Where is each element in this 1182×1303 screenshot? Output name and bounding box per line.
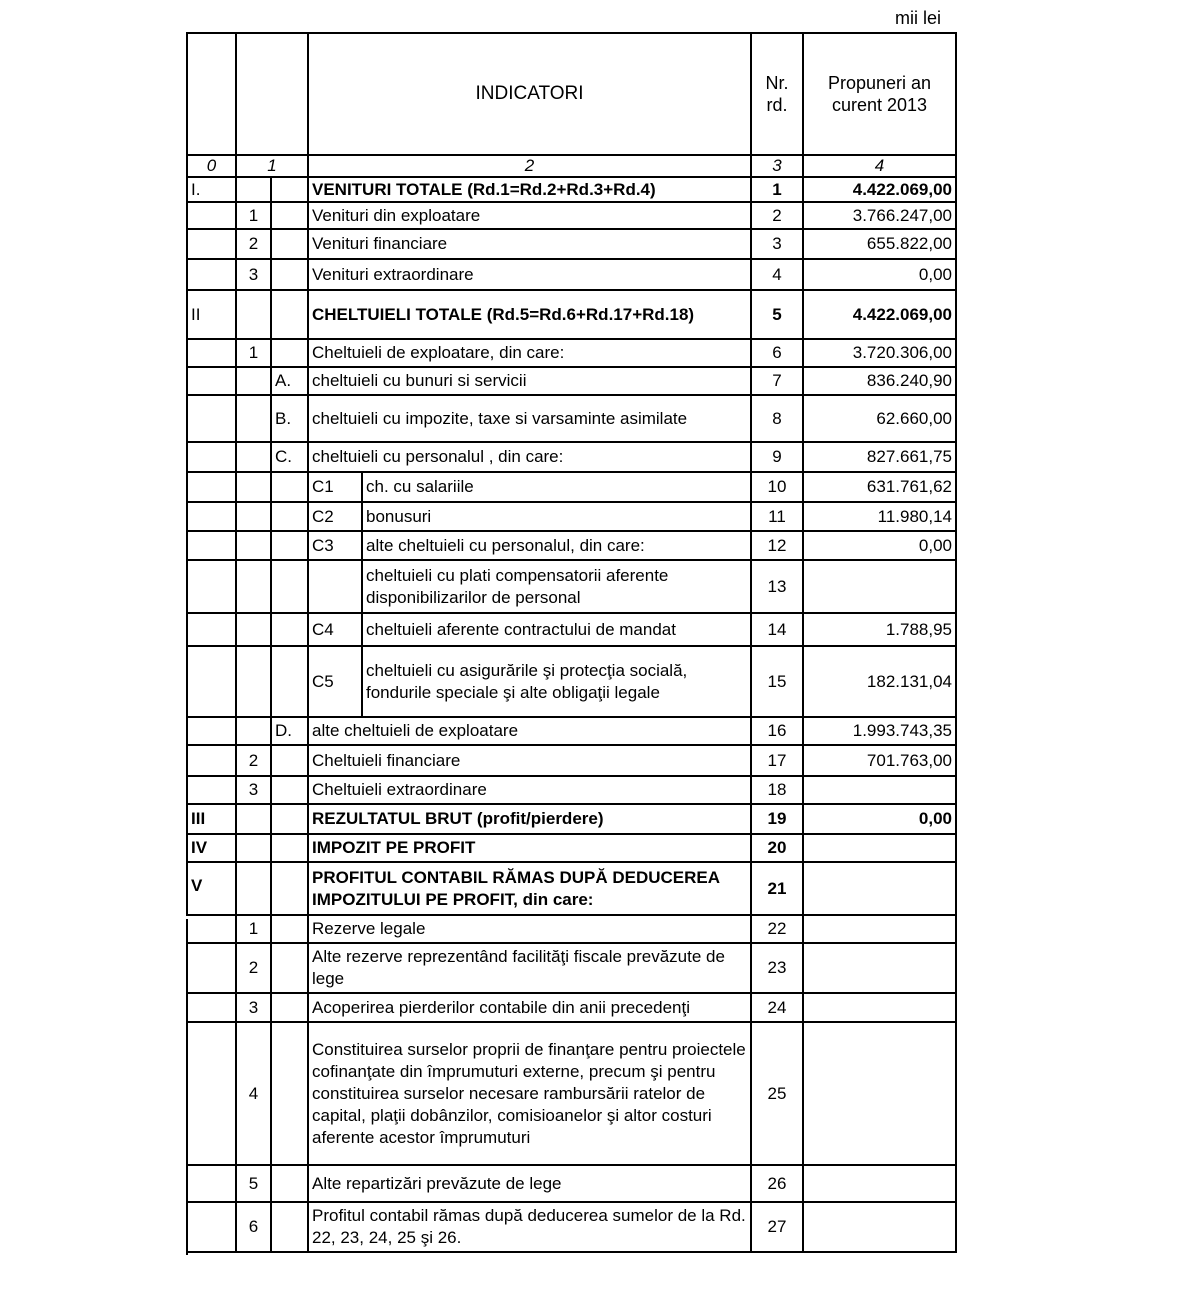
unit-label: mii lei: [895, 8, 942, 28]
budget-table: [186, 32, 957, 1253]
table-row: B. cheltuieli cu impozite, taxe si varsaminte asimilate 8 62.660,00: [187, 395, 956, 442]
table-row: 1 Venituri din exploatare 2 3.766.247,00: [187, 202, 956, 229]
table-row: I. VENITURI TOTALE (Rd.1=Rd.2+Rd.3+Rd.4) 1 4.422.069,00: [187, 177, 956, 202]
table-row: C2 bonusuri 11 11.980,14: [187, 502, 956, 531]
table-row: 2 Alte rezerve reprezentând facilităţi fiscale prevăzute de lege 23: [187, 943, 956, 993]
table-row: C. cheltuieli cu personalul , din care: 9 827.661,75: [187, 442, 956, 472]
index-2: 2: [308, 155, 751, 177]
table-row: 1 Rezerve legale 22: [187, 915, 956, 943]
index-3: 3: [751, 155, 803, 177]
table-row: 5 Alte repartizări prevăzute de lege 26: [187, 1165, 956, 1202]
index-0: 0: [187, 155, 236, 177]
table-row: C1 ch. cu salariile 10 631.761,62: [187, 472, 956, 502]
table-row: C3 alte cheltuieli cu personalul, din care: 12 0,00: [187, 531, 956, 560]
table-row: 2 Venituri financiare 3 655.822,00: [187, 229, 956, 259]
table-row: A. cheltuieli cu bunuri si servicii 7 836.240,90: [187, 367, 956, 395]
table-row: C5 cheltuieli cu asigurările şi protecţia socială, fondurile speciale şi alte obligaţii legale 15 182.131,04: [187, 646, 956, 717]
table-row: 3 Acoperirea pierderilor contabile din anii precedenţi 24: [187, 993, 956, 1022]
table-row: 4 Constituirea surselor proprii de finanţare pentru proiectele cofinanţate din împrumuturi externe, precum şi pentru constituirea surselor necesare rambursării ratelor de capital, plaţii dobânzilor, comisioanelor şi altor costuri aferente acestor împrumuturi 25: [187, 1022, 956, 1165]
table-row: 6 Profitul contabil rămas după deducerea sumelor de la Rd. 22, 23, 24, 25 şi 26. 27: [187, 1202, 956, 1252]
header-indicatori: INDICATORI: [308, 33, 751, 155]
left-border-line: [186, 919, 188, 1255]
table-row: 3 Venituri extraordinare 4 0,00: [187, 259, 956, 290]
table-row: D. alte cheltuieli de exploatare 16 1.993.743,35: [187, 717, 956, 745]
index-4: 4: [803, 155, 956, 177]
table-row: cheltuieli cu plati compensatorii aferente disponibilizarilor de personal 13: [187, 560, 956, 613]
header-nr-rd: Nr. rd.: [751, 33, 803, 155]
table-row: 3 Cheltuieli extraordinare 18: [187, 776, 956, 804]
index-row: [187, 155, 956, 177]
table-row: C4 cheltuieli aferente contractului de mandat 14 1.788,95: [187, 613, 956, 646]
table-row: 1 Cheltuieli de exploatare, din care: 6 3.720.306,00: [187, 339, 956, 367]
header-row: [187, 33, 956, 155]
index-1: 1: [236, 155, 308, 177]
table-row: V PROFITUL CONTABIL RĂMAS DUPĂ DEDUCEREA IMPOZITULUI PE PROFIT, din care: 21: [187, 862, 956, 915]
table-row: III REZULTATUL BRUT (profit/pierdere) 19 0,00: [187, 804, 956, 834]
header-propuneri: Propuneri an curent 2013: [803, 33, 956, 155]
table-row: IV IMPOZIT PE PROFIT 20: [187, 834, 956, 862]
table-row: II CHELTUIELI TOTALE (Rd.5=Rd.6+Rd.17+Rd.18) 5 4.422.069,00: [187, 290, 956, 339]
table-row: 2 Cheltuieli financiare 17 701.763,00: [187, 745, 956, 776]
